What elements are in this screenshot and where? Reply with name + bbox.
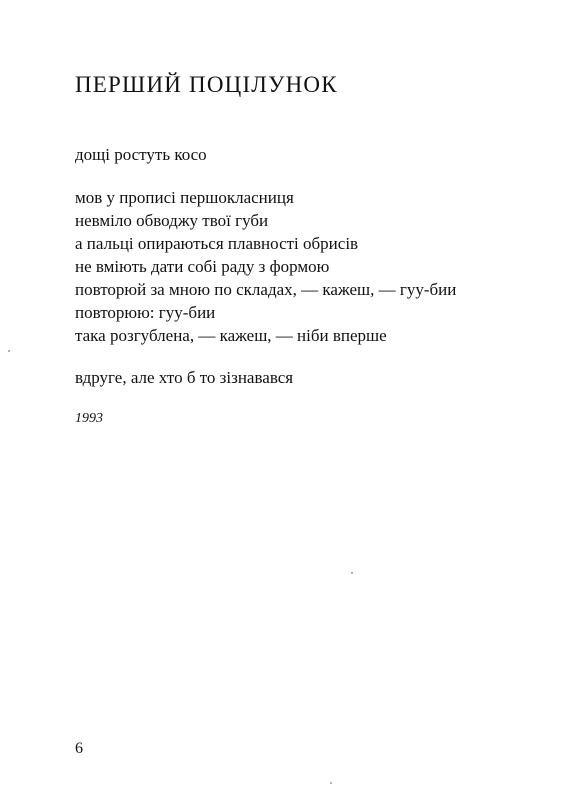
poem-line: мов у прописі першокласниця <box>75 188 294 207</box>
poem-line: невміло обводжу твої губи <box>75 211 269 230</box>
poem-line: вдруге, але хто б то зізнавався <box>75 368 294 387</box>
poem-line: повторюю: гуу-бии <box>75 303 216 322</box>
stanza-2 <box>75 186 456 347</box>
poem-line: а пальці опираються плавності обрисів <box>75 234 359 253</box>
poem-line: повторюй за мною по складах, — кажеш, — гуу-бии <box>75 280 457 299</box>
poem-line: така розгублена, — кажеш, — ніби вперше <box>75 326 387 345</box>
poem-line: дощі ростуть косо <box>75 145 207 164</box>
scan-speck <box>351 572 353 574</box>
stanza-3 <box>75 366 293 389</box>
stanza-1 <box>75 143 207 166</box>
poem-title: ПЕРШИЙ ПОЦІЛУНОК <box>75 72 338 97</box>
scan-speck <box>8 350 10 352</box>
page-number: 6 <box>75 740 83 757</box>
poem-year: 1993 <box>75 411 103 426</box>
scan-speck <box>330 782 332 784</box>
poem-line: не вміють дати собі раду з формою <box>75 257 330 276</box>
